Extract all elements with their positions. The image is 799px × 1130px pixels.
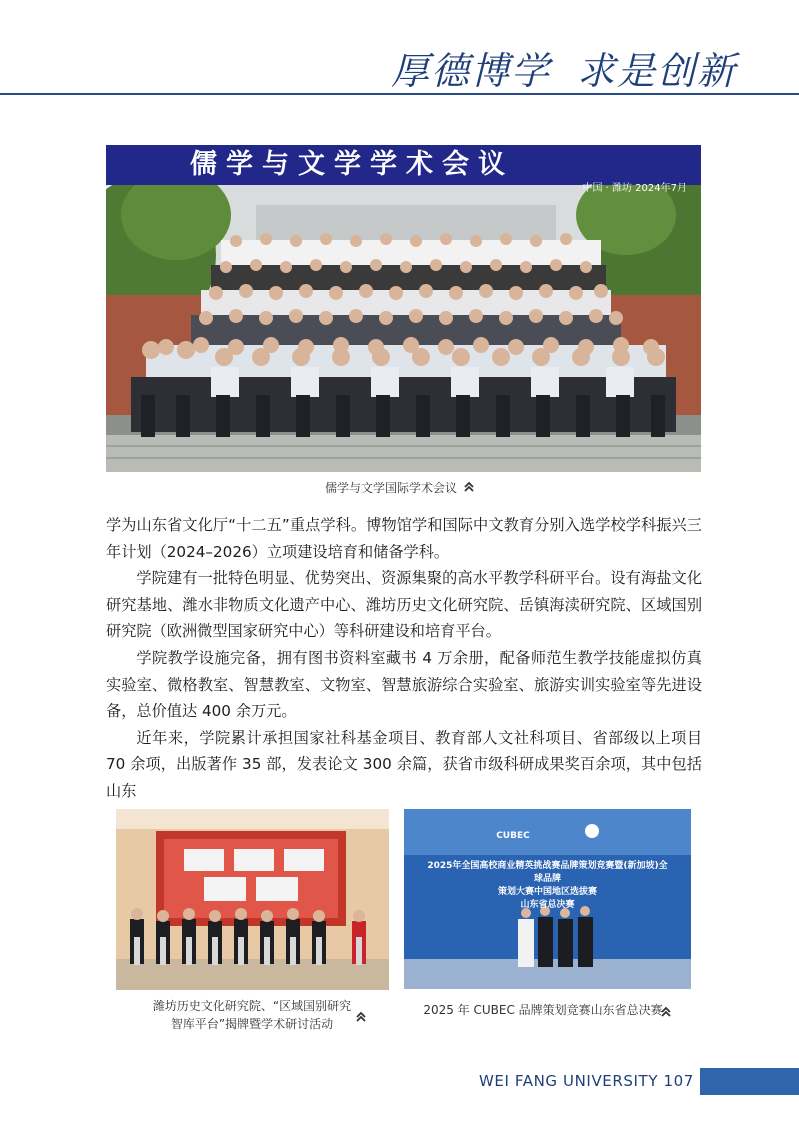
conference-banner xyxy=(106,145,701,194)
double-chevron-up-icon xyxy=(355,1008,367,1027)
right-photo-caption xyxy=(418,1001,668,1019)
conference-banner-title: 儒学与文学学术会议 xyxy=(190,149,514,180)
cubec-logo-text: CUBEC xyxy=(496,831,530,841)
unveiling-photo-illustration xyxy=(116,809,389,990)
left-photo-caption xyxy=(132,997,372,1033)
competition-final-photo xyxy=(404,809,691,989)
article-body xyxy=(106,512,702,805)
competition-screen-line-1: 2025年全国高校商业精英挑战赛品牌策划竞赛暨(新加坡)全球品牌 xyxy=(427,861,668,884)
page-header-motto xyxy=(391,40,737,95)
paragraph-1: 学为山东省文化厅“十二五”重点学科。博物馆学和国际中文教育分别入选学校学科振兴三年计划（2024–2026）立项建设培育和储备学科。 xyxy=(106,516,702,561)
paragraph-3: 学院教学设施完备，拥有图书资料室藏书 4 万余册，配备师范生教学技能虚拟仿真实验室、微格教室、智慧教室、文物室、智慧旅游综合实验室、旅游实训实验室等先进设备，总价值达 400 余万元。 xyxy=(106,648,702,721)
competition-logos xyxy=(404,823,691,842)
double-chevron-up-icon xyxy=(660,1003,672,1022)
left-photo-caption-line-1: 潍坊历史文化研究院、“区域国别研究 xyxy=(152,999,352,1013)
footer-university-name: WEI FANG UNIVERSITY xyxy=(479,1072,659,1090)
footer-accent-bar xyxy=(700,1068,799,1095)
university-seal-icon xyxy=(585,824,599,838)
double-chevron-up-icon xyxy=(463,480,475,498)
left-photo-caption-line-2: 智库平台”揭牌暨学术研讨活动 xyxy=(170,1017,334,1031)
motto-part-1: 厚德博学 xyxy=(390,49,551,93)
paragraph-4: 近年来，学院累计承担国家社科基金项目、教育部人文社科项目、省部级以上项目 70 余项，出版著作 35 部，发表论文 300 余篇，获省市级科研成果奖百余项，其中包括山东 xyxy=(106,728,702,800)
competition-screen-line-3: 山东省总决赛 xyxy=(520,900,575,910)
main-photo-caption-text: 儒学与文学国际学术会议 xyxy=(324,481,457,495)
paragraph-2: 学院建有一批特色明显、优势突出、资源集聚的高水平教学科研平台。设有海盐文化研究基地、潍水非物质文化遗产中心、潍坊历史文化研究院、岳镇海渎研究院、区域国别研究院（欧洲微型国家研究中心）等科研建设和培育平台。 xyxy=(106,569,702,641)
header-rule xyxy=(0,93,799,95)
right-photo-caption-text: 2025 年 CUBEC 品牌策划竞赛山东省总决赛 xyxy=(423,1003,663,1017)
motto-part-2: 求是创新 xyxy=(576,49,737,93)
conference-banner-subtitle: 中国 · 潍坊 2024年7月 xyxy=(582,183,687,194)
page-number: 107 xyxy=(663,1072,694,1090)
page-footer xyxy=(479,1072,694,1090)
unveiling-ceremony-photo xyxy=(116,809,389,990)
main-photo-caption xyxy=(300,479,500,498)
conference-group-photo xyxy=(106,145,701,472)
competition-screen-line-2: 策划大赛中国地区选拔赛 xyxy=(497,887,597,897)
competition-screen-text xyxy=(424,860,671,912)
